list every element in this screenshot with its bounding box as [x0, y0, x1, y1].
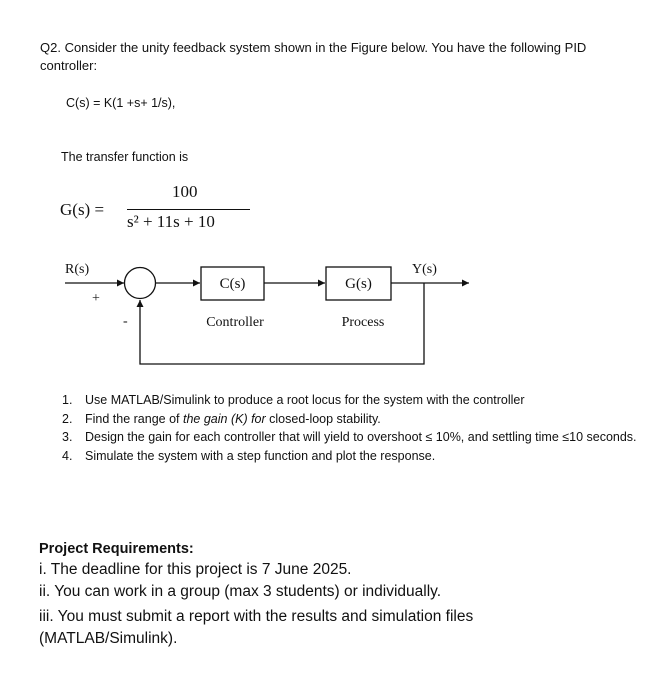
minus-sign: -: [123, 314, 128, 329]
tf-numerator: 100: [172, 182, 198, 201]
summing-junction: [125, 268, 156, 299]
output-label: Y(s): [412, 262, 437, 277]
requirement-item: i. The deadline for this project is 7 June 2025.: [39, 561, 352, 578]
requirement-item: iii. You must submit a report with the results and simulation files (MATLAB/Simulink).: [39, 608, 474, 647]
input-label: R(s): [65, 262, 90, 277]
requirements-title: Project Requirements:: [39, 541, 194, 557]
tf-denominator: s² + 11s + 10: [127, 212, 215, 231]
controller-block-label: C(s): [219, 276, 246, 292]
pid-controller-formula: C(s) = K(1 +s+ 1/s),: [66, 96, 176, 110]
task-item: 1. Use MATLAB/Simulink to produce a root locus for the system with the controller: [62, 393, 525, 407]
question-text: Q2. Consider the unity feedback system shown in the Figure below. You have the following PID controller:: [40, 40, 587, 73]
plus-sign: +: [92, 291, 100, 306]
transfer-function-intro: The transfer function is: [61, 150, 189, 164]
tf-lhs: G(s) =: [60, 200, 105, 219]
task-item: 3. Design the gain for each controller that will yield to overshoot ≤ 10%, and settling time ≤10 seconds.: [62, 430, 637, 444]
block-diagram: [55, 254, 475, 374]
plant-block-label: G(s): [345, 276, 372, 292]
plant-caption: Process: [341, 315, 385, 330]
task-item: 4. Simulate the system with a step function and plot the response.: [62, 448, 436, 463]
task-list: [58, 391, 638, 465]
task-item: 2. Find the range of the gain (K) for closed-loop stability.: [62, 411, 381, 426]
fraction-bar: [127, 209, 250, 210]
requirement-item: ii. You can work in a group (max 3 students) or individually.: [39, 583, 442, 600]
controller-caption: Controller: [206, 315, 264, 330]
transfer-function-equation: [60, 182, 280, 238]
